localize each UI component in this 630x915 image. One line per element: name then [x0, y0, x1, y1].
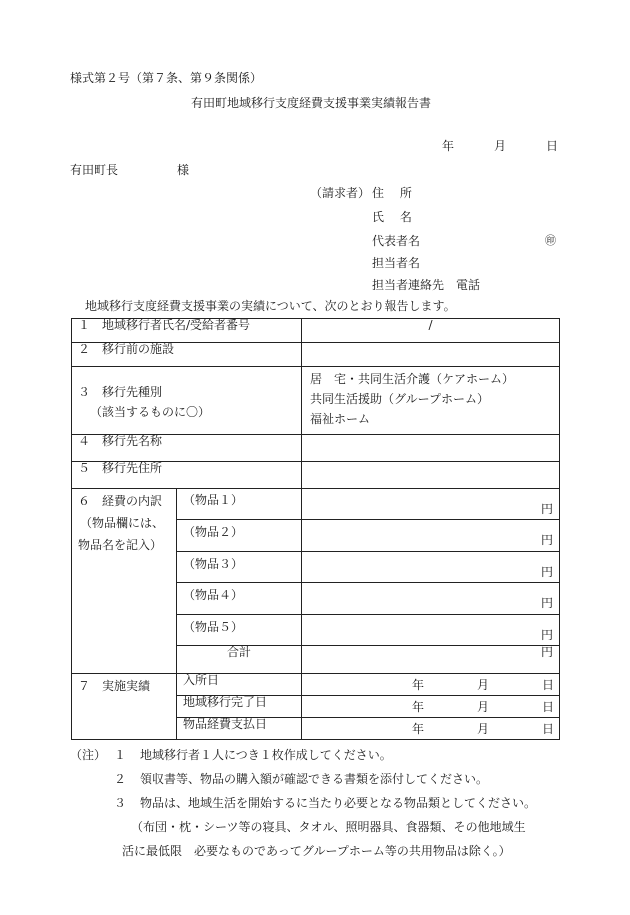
row6-label-cell	[72, 489, 177, 674]
expense-item-1-label: （物品１）	[183, 493, 244, 507]
row6-label: ６ 経費の内訳	[78, 494, 163, 508]
option-care-home: 居 宅・共同生活介護（ケアホーム）	[310, 372, 515, 386]
date-day: 日	[546, 139, 559, 153]
expense-item-1-amount	[302, 489, 560, 520]
addressee: 有田町長	[70, 163, 119, 177]
expense-item-2-label: （物品２）	[183, 525, 244, 539]
row3-label-cell	[72, 367, 302, 435]
row6-sublabel-2: 物品名を記入）	[78, 538, 163, 552]
row1-value: /	[302, 319, 560, 343]
table-row	[72, 435, 560, 462]
expense-item-4	[177, 583, 302, 615]
row3-sublabel: （該当するものに〇）	[90, 405, 211, 419]
expense-item-5	[177, 615, 302, 646]
date-month: 月	[494, 139, 507, 153]
row4-value	[302, 435, 560, 462]
requester-address-label: 住 所	[372, 186, 412, 200]
transition-complete-date-value	[302, 696, 560, 718]
contact-info-label: 担当者連絡先 電話	[372, 278, 481, 292]
note-1-number: １	[114, 748, 127, 762]
row6-sublabel-1: （物品欄には、	[80, 516, 165, 530]
expense-total-label: 合計	[177, 646, 302, 674]
option-group-home: 共同生活援助（グループホーム）	[310, 392, 490, 406]
table-row	[72, 462, 560, 489]
expense-total-amount	[302, 646, 560, 674]
table-row	[72, 367, 560, 435]
notes-prefix: （注）	[70, 748, 107, 762]
year-unit: 年	[412, 722, 425, 736]
expense-item-4-amount	[302, 583, 560, 615]
yen-unit: 円	[541, 533, 554, 547]
table-row	[72, 343, 560, 367]
month-unit: 月	[477, 700, 490, 714]
requester-label: （請求者）	[310, 186, 371, 200]
expense-item-2-amount	[302, 520, 560, 552]
expense-item-5-label: （物品５）	[183, 620, 244, 634]
day-unit: 日	[542, 722, 555, 736]
date-year: 年	[442, 139, 455, 153]
expense-item-3-amount	[302, 552, 560, 583]
expense-item-3-label: （物品３）	[183, 557, 244, 571]
row5-value	[302, 462, 560, 489]
requester-name-label: 氏 名	[372, 210, 412, 224]
payment-date-label: 物品経費支払日	[177, 718, 302, 740]
expense-item-2	[177, 520, 302, 552]
table-row	[72, 674, 560, 696]
transition-complete-date-label: 地域移行完了日	[177, 696, 302, 718]
expense-item-1	[177, 489, 302, 520]
page-title: 有田町地域移行支度経費支援事業実績報告書	[191, 96, 432, 110]
yen-unit: 円	[541, 645, 554, 659]
move-in-date-value	[302, 674, 560, 696]
move-in-date-label: 入所日	[177, 674, 302, 696]
note-1-text: 地域移行者１人につき１枚作成してください。	[140, 748, 392, 762]
note-3-detail-line-2: 活に最低限 必要なものであってグループホーム等の共用物品は除く。）	[122, 844, 511, 858]
row2-value	[302, 343, 560, 367]
row1-label: １ 地域移行者氏名/受給者番号	[72, 319, 302, 343]
addressee-suffix: 様	[177, 163, 190, 177]
note-3-text: 物品は、地域生活を開始するに当たり必要となる物品類としてください。	[140, 796, 537, 810]
note-3-detail-line-1: （布団・枕・シーツ等の寝具、タオル、照明器具、食器類、その他地域生	[131, 820, 526, 834]
yen-unit: 円	[541, 502, 554, 516]
yen-unit: 円	[541, 596, 554, 610]
report-table	[71, 318, 560, 740]
row3-label: ３ 移行先種別	[78, 385, 163, 399]
contact-person-label: 担当者名	[372, 256, 421, 270]
year-unit: 年	[412, 700, 425, 714]
row3-options-cell	[302, 367, 560, 435]
expense-item-4-label: （物品４）	[183, 588, 244, 602]
table-row	[72, 319, 560, 343]
expense-item-5-amount	[302, 615, 560, 646]
yen-unit: 円	[541, 628, 554, 642]
day-unit: 日	[542, 700, 555, 714]
month-unit: 月	[477, 722, 490, 736]
form-number: 様式第２号（第７条、第９条関係）	[70, 71, 263, 85]
row4-label: ４ 移行先名称	[72, 435, 302, 462]
note-2-text: 領収書等、物品の購入額が確認できる書類を添付してください。	[140, 772, 489, 786]
payment-date-value	[302, 718, 560, 740]
note-2-number: ２	[114, 772, 127, 786]
year-unit: 年	[412, 678, 425, 692]
intro-text: 地域移行支度経費支援事業の実績について、次のとおり報告します。	[85, 299, 456, 313]
note-3-number: ３	[114, 796, 127, 810]
table-row	[72, 489, 560, 520]
day-unit: 日	[542, 678, 555, 692]
yen-unit: 円	[541, 565, 554, 579]
row7-label-cell	[72, 674, 177, 740]
row5-label: ５ 移行先住所	[72, 462, 302, 489]
seal-mark: ㊞	[545, 234, 556, 247]
representative-label: 代表者名	[372, 234, 421, 248]
row2-label: ２ 移行前の施設	[72, 343, 302, 367]
option-welfare-home: 福祉ホーム	[310, 412, 371, 426]
month-unit: 月	[477, 678, 490, 692]
expense-item-3	[177, 552, 302, 583]
row7-label: ７ 実施実績	[78, 679, 151, 693]
